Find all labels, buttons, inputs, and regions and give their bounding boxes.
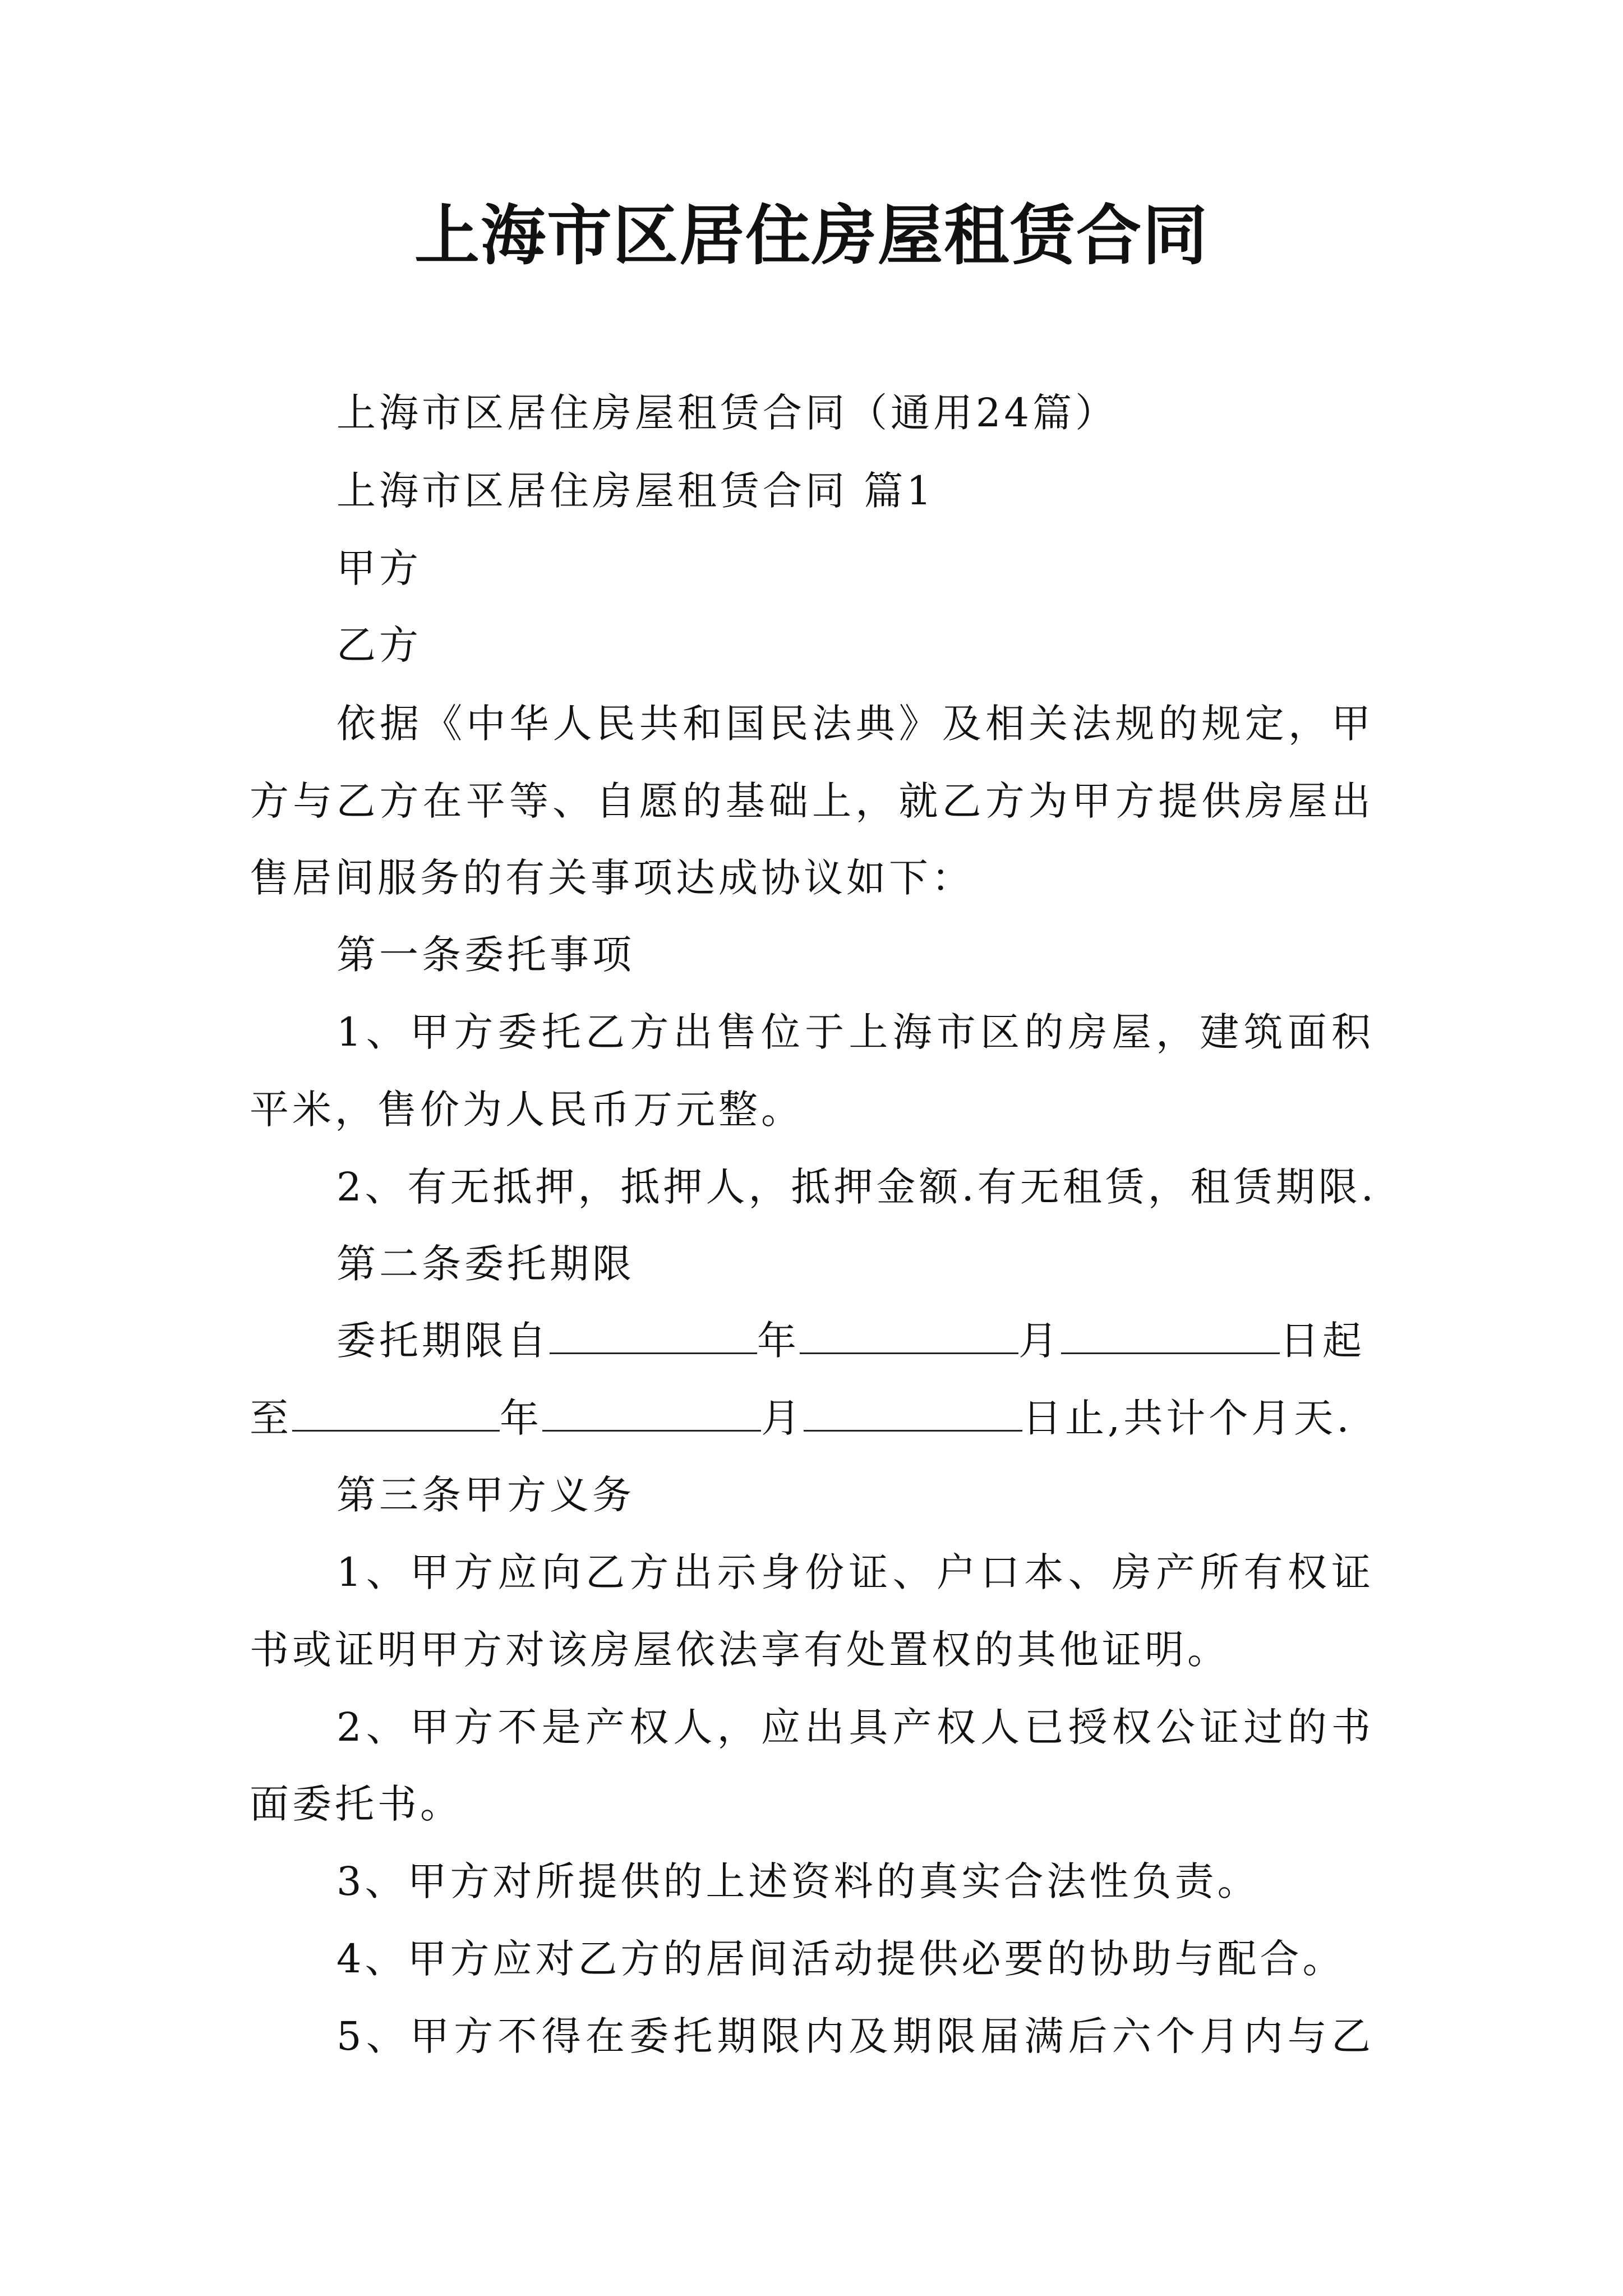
term-end-line	[250, 1390, 1353, 1446]
document-title: 上海市区居住房屋租赁合同	[414, 197, 1209, 274]
section-heading: 上海市区居住房屋租赁合同 篇1	[336, 468, 935, 514]
article-heading: 第二条委托期限	[336, 1241, 635, 1287]
party-a-label: 甲方	[336, 545, 422, 591]
paragraph-line: 书或证明甲方对该房屋依法享有处置权的其他证明。	[250, 1627, 1230, 1673]
term-label: 委托期限自	[336, 1318, 550, 1364]
month-label: 月	[1018, 1318, 1061, 1364]
party-b-label: 乙方	[336, 622, 422, 668]
paragraph-line: 依据《中华人民共和国民法典》及相关法规的规定，甲	[336, 701, 1374, 747]
month-label: 月	[761, 1395, 804, 1441]
year-label: 年	[757, 1318, 800, 1364]
year-label: 年	[500, 1395, 542, 1441]
article-heading: 第一条委托事项	[336, 932, 635, 978]
subtitle-line: 上海市区居住房屋租赁合同（通用24篇）	[336, 390, 1118, 436]
paragraph-line: 1、甲方委托乙方出售位于上海市区的房屋，建筑面积	[336, 1009, 1374, 1055]
blank-field	[804, 1391, 1022, 1432]
blank-field	[800, 1313, 1018, 1354]
paragraph-line: 1、甲方应向乙方出示身份证、户口本、房产所有权证	[336, 1549, 1374, 1595]
paragraph-line: 4、甲方应对乙方的居间活动提供必要的协助与配合。	[336, 1936, 1345, 1982]
day-end-label: 日止,共计个月天.	[1022, 1395, 1353, 1441]
article-heading: 第三条甲方义务	[336, 1472, 635, 1518]
blank-field	[542, 1391, 761, 1432]
blank-field	[1061, 1313, 1280, 1354]
paragraph-line: 面委托书。	[250, 1781, 463, 1827]
blank-field	[292, 1391, 500, 1432]
paragraph-line: 方与乙方在平等、自愿的基础上，就乙方为甲方提供房屋出	[250, 778, 1374, 824]
paragraph-line: 售居间服务的有关事项达成协议如下：	[250, 855, 974, 901]
to-label: 至	[250, 1395, 292, 1441]
paragraph-line: 3、甲方对所提供的上述资料的真实合法性负责。	[336, 1858, 1260, 1904]
blank-field	[550, 1313, 757, 1354]
day-start-label: 日起	[1280, 1318, 1365, 1364]
term-start-line	[336, 1313, 1365, 1369]
paragraph-line: 2、有无抵押，抵押人，抵押金额.有无租赁，租赁期限.	[336, 1164, 1377, 1210]
paragraph-line: 5、甲方不得在委托期限内及期限届满后六个月内与乙	[336, 2013, 1374, 2059]
paragraph-line: 2、甲方不是产权人，应出具产权人已授权公证过的书	[336, 1704, 1374, 1750]
paragraph-line: 平米，售价为人民币万元整。	[250, 1087, 804, 1133]
